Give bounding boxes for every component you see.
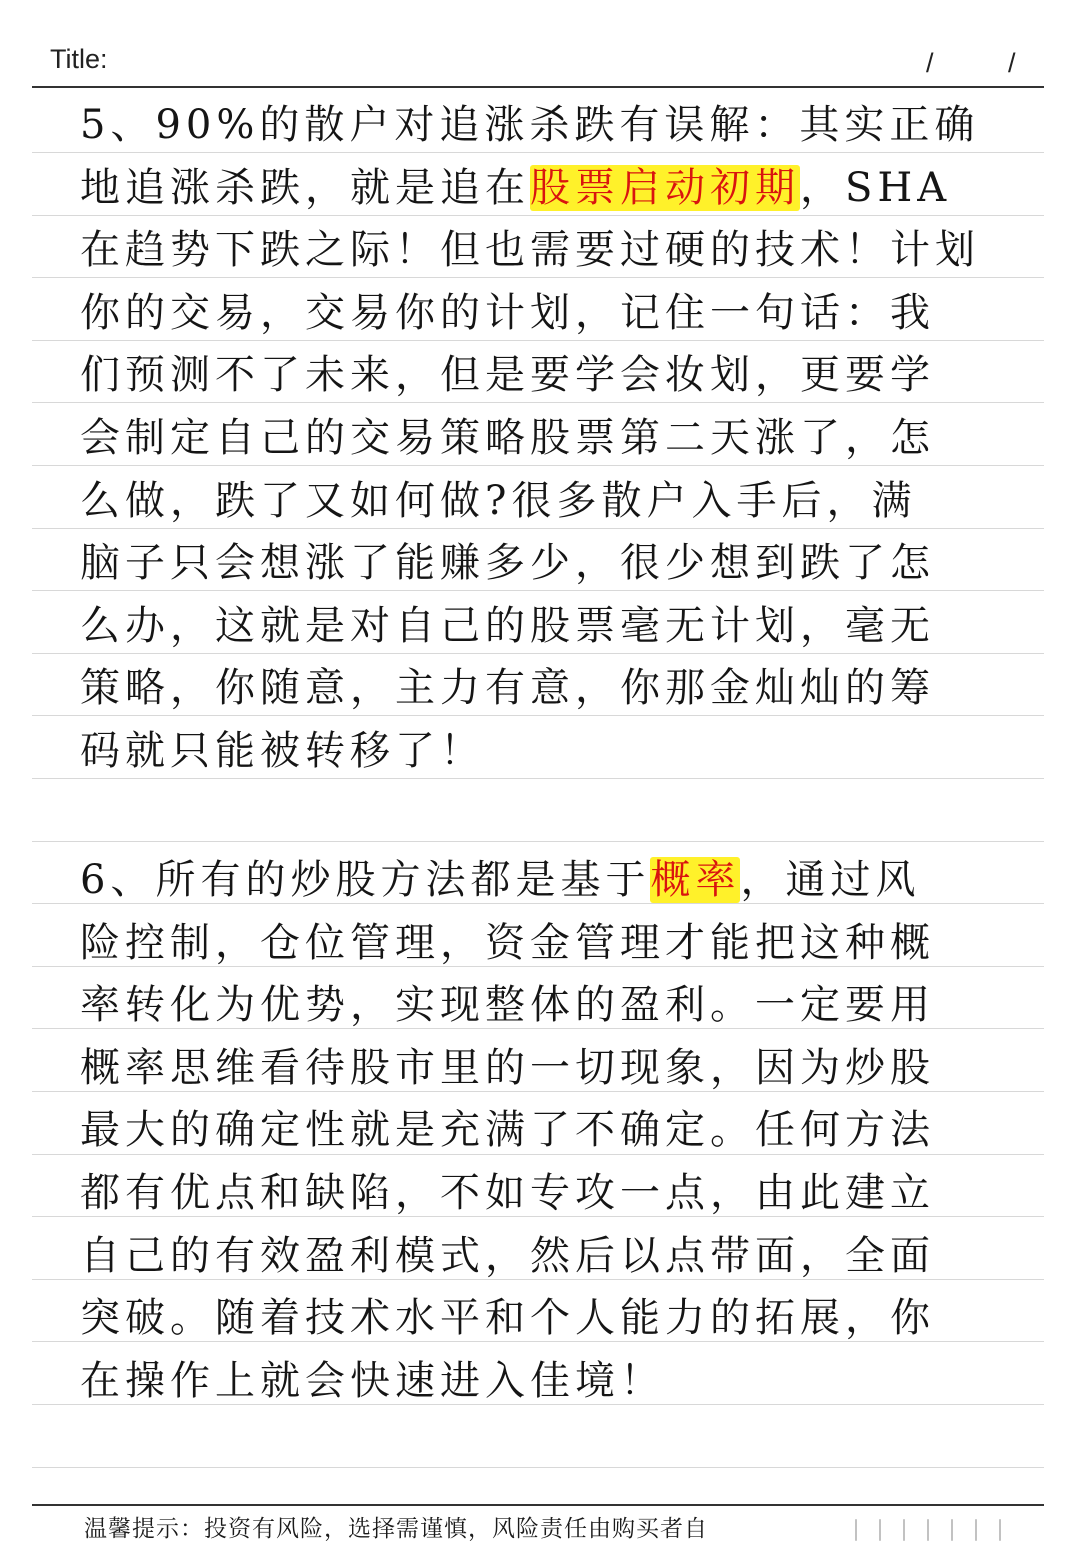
text-run: ，通过风 xyxy=(740,857,921,903)
top-border-line xyxy=(32,86,1044,88)
text-line xyxy=(80,849,1010,912)
watermark xyxy=(844,1513,1074,1547)
text-line: 么办，这就是对自己的股票毫无计划，毫无 xyxy=(80,602,935,649)
text-line: 会制定自己的交易策略股票第二天涨了，怎 xyxy=(80,414,935,461)
paragraph-5 xyxy=(80,94,1010,783)
watermark-mark xyxy=(927,1519,929,1541)
text-line: 码就只能被转移了！ xyxy=(80,727,485,774)
paragraph-6 xyxy=(80,849,1010,1412)
text-run: ，SHA xyxy=(800,164,952,211)
text-line: 在操作上就会快速进入佳境！ xyxy=(80,1357,665,1404)
text-line: 你的交易，交易你的计划，记住一句话：我 xyxy=(80,289,935,336)
ruled-line xyxy=(32,1467,1044,1468)
highlighted-phrase: 股票启动初期 xyxy=(530,164,800,211)
watermark-mark xyxy=(999,1519,1001,1541)
text-line: 都有优点和缺陷，不如专攻一点，由此建立 xyxy=(80,1169,935,1216)
text-line: 险控制，仓位管理，资金管理才能把这种概 xyxy=(80,919,935,966)
watermark-mark xyxy=(903,1519,905,1541)
text-line: 么做，跌了又如何做?很多散户入手后，满 xyxy=(80,477,917,524)
text-line: 率转化为优势，实现整体的盈利。一定要用 xyxy=(80,982,935,1029)
date-slash: / xyxy=(926,48,934,78)
text-run: 地追涨杀跌，就是追在 xyxy=(80,164,530,211)
text-run: 6、所有的炒股方法都是基于 xyxy=(80,857,651,903)
text-line xyxy=(80,157,1010,220)
text-line: 概率思维看待股市里的一切现象，因为炒股 xyxy=(80,1044,935,1091)
watermark-mark xyxy=(879,1519,881,1541)
watermark-mark xyxy=(855,1519,857,1541)
text-line: 策略，你随意，主力有意，你那金灿灿的筹 xyxy=(80,665,935,712)
text-line: 自己的有效盈利模式，然后以点带面，全面 xyxy=(80,1232,935,1279)
text-line: 5、90%的散户对追涨杀跌有误解：其实正确 xyxy=(80,102,980,148)
watermark-mark xyxy=(975,1519,977,1541)
bottom-border-line xyxy=(32,1504,1044,1506)
footer-disclaimer: 温馨提示：投资有风险，选择需谨慎，风险责任由购买者自 xyxy=(84,1516,708,1542)
title-label: Title: xyxy=(50,44,108,74)
text-line: 最大的确定性就是充满了不确定。任何方法 xyxy=(80,1107,935,1154)
text-line: 脑子只会想涨了能赚多少，很少想到跌了怎 xyxy=(80,540,935,587)
text-line: 在趋势下跌之际！但也需要过硬的技术！计划 xyxy=(80,227,980,274)
ruled-line xyxy=(32,841,1044,842)
highlighted-phrase: 概率 xyxy=(650,857,741,903)
text-line: 们预测不了未来，但是要学会妆划，更要学 xyxy=(80,352,935,399)
text-line: 突破。随着技术水平和个人能力的拓展，你 xyxy=(80,1295,935,1342)
date-slash: / xyxy=(1008,48,1016,78)
watermark-mark xyxy=(951,1519,953,1541)
